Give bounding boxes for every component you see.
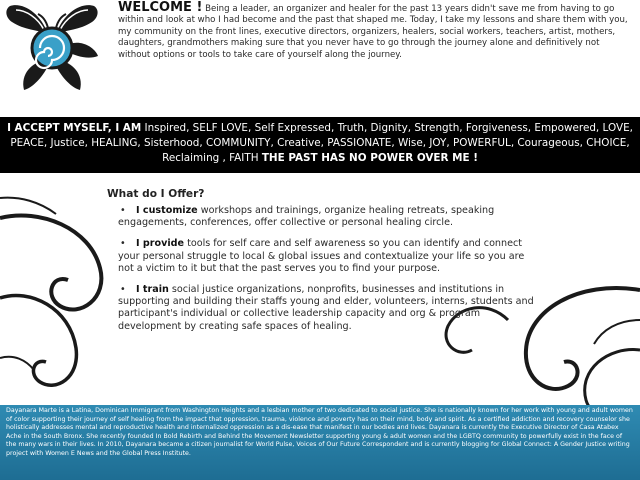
- decorative-swirl-left-icon: [0, 178, 120, 408]
- offer-heading: What do I Offer?: [107, 188, 205, 200]
- bullet-icon: •: [120, 205, 126, 216]
- list-item: [118, 284, 538, 333]
- affirmation-values: Inspired, SELF LOVE, Self Expressed, Truth, Dignity, Strength, Forgiveness, Empowered, LOVE, PEACE, Justice, HEALING, Sisterhood, COMMUNITY, Creative, PASSIONATE, Wise, JOY, POWERFUL, Courageous, CHOICE, Reclaiming , FAITH: [10, 122, 633, 164]
- offer-list: [118, 205, 538, 342]
- affirmation-accept: I ACCEPT MYSELF, I AM: [7, 122, 142, 134]
- offer-item-text: workshops and trainings, organize healing retreats, speaking engagements, conferences, offer collective or personal healing circle.: [118, 205, 495, 229]
- welcome-text: Being a leader, an organizer and healer for the past 13 years didn't save me from having to go within and look at who I had become and the past that shaped me. Today, I take my lessons and share them with you, my community on the front lines, executive directors, organizers, healers, social workers, teachers, artist, mothers, daughters, grandmothers making sure that you never have to go through the journey alone and definitively not without options or tools to take care of yourself along the journey.: [118, 4, 628, 60]
- offer-item-lead: I provide: [136, 238, 185, 250]
- list-item: [118, 205, 538, 229]
- welcome-heading: WELCOME !: [118, 0, 203, 15]
- list-item: [118, 238, 538, 275]
- affirmation-band: [0, 117, 640, 173]
- bio-panel: [0, 405, 640, 480]
- butterfly-logo-icon: [2, 0, 102, 98]
- offer-item-text: tools for self care and self awareness so you can identify and connect your personal struggle to local & global issues and contextualize your life so you are not a victim to it but that the past serves you to find your purpose.: [118, 238, 525, 274]
- offer-item-lead: I customize: [136, 205, 198, 216]
- offer-item-text: social justice organizations, nonprofits, businesses and institutions in supporting and building their staffs young and elder, volunteers, interns, students and participant's individual or collective leadership capacity and org & program development by creating safe spaces of healing.: [118, 284, 534, 332]
- bio-text: Dayanara Marte is a Latina, Dominican Immigrant from Washington Heights and a lesbian mother of two dedicated to social justice. She is nationally known for her work with young and adult women of color supporting their journey of self healing from the impact that oppression, trauma, violence and poverty has on their mind, body and spirit. As a certified addiction and recovery counselor she holistically addresses mental and reproductive health and internalized oppression as a dis-ease that manifest in our bodies and lives. Dayanara is currently the Executive Director of Casa Atabex Ache in the South Bronx. She recently founded In Bold Rebirth and Behind the Movement Newsletter supporting young & adult women and the LGBTQ community to powerfully exist in the face of the many wars in their lives. In 2010, Dayanara became a citizen journalist for World Pulse, Voices of Our Future Correspondent and is currently blogging for Global Connect: A Gender Justice writing project with Women E News and the Global Press Institute.: [6, 407, 633, 457]
- bullet-icon: •: [120, 284, 126, 296]
- affirmation-closing: THE PAST HAS NO POWER OVER ME !: [261, 152, 478, 164]
- welcome-paragraph: [118, 2, 632, 61]
- offer-item-lead: I train: [136, 284, 169, 296]
- bullet-icon: •: [120, 238, 126, 250]
